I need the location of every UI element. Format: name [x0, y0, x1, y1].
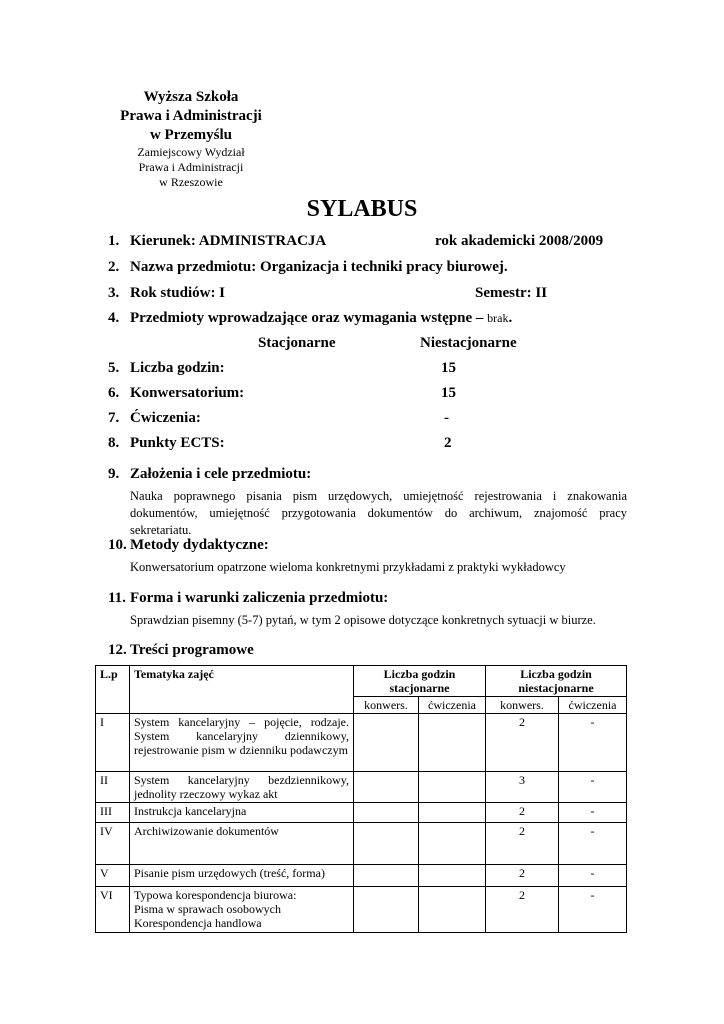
item-przedmioty-wprowadzajace — [108, 310, 512, 327]
table-row — [96, 865, 627, 887]
row-niestac-cwiczenia: - — [559, 865, 627, 887]
row-topic-line: Pisma w sprawach osobowych — [134, 902, 281, 916]
semester: Semestr: II — [475, 285, 548, 301]
item-kierunek — [108, 233, 326, 250]
item-liczba-godzin — [108, 360, 225, 377]
liczba-godzin-value: 15 — [441, 360, 456, 376]
item-number: 3. — [108, 285, 120, 301]
row-lp: II — [96, 772, 130, 803]
item-label: Forma i warunki zaliczenia przedmiotu: — [130, 590, 389, 606]
row-niestac-cwiczenia: - — [559, 823, 627, 865]
row-topic: System kancelaryjny – pojęcie, rodzaje. System kancelaryjny dziennikowy, rejestrowanie pism w dzienniku podawczym — [130, 714, 354, 772]
row-topic: Pisanie pism urzędowych (treść, forma) — [130, 865, 354, 887]
document-title: SYLABUS — [306, 196, 418, 222]
item-label: Metody dydaktyczne: — [130, 537, 269, 553]
row-topic: Archiwizowanie dokumentów — [130, 823, 354, 865]
table-header-row — [96, 666, 627, 697]
row-niestac-konwers: 2 — [486, 887, 559, 933]
item-zalozenia — [108, 466, 311, 483]
subheader-cwiczenia: ćwiczenia — [559, 697, 627, 714]
row-topic-line: Typowa korespondencja biurowa: — [134, 888, 297, 902]
item-label: Kierunek: ADMINISTRACJA — [130, 233, 327, 249]
zalozenia-text: Nauka poprawnego pisania pism urzędowych, umiejętność rejestrowania i znakowania dokumentów, umiejętność przygotowania dokumentów do archiwum, znajomość pracy sekretariatu. — [130, 489, 627, 537]
department-line2: Prawa i Administracji — [138, 160, 244, 174]
item-number: 1. — [108, 233, 120, 249]
item-punkty-ects — [108, 435, 225, 452]
row-stac-cwiczenia — [419, 772, 486, 803]
item-number: 9. — [108, 466, 120, 482]
item-note: brak — [487, 311, 509, 325]
school-name-line1: Wyższa Szkoła — [143, 89, 239, 105]
item-number: 10. — [108, 537, 127, 553]
item-number: 2. — [108, 259, 120, 275]
item-rok-studiow — [108, 285, 225, 302]
konwersatorium-value: 15 — [441, 385, 456, 401]
item-cwiczenia — [108, 410, 201, 427]
row-stac-konwers — [354, 714, 419, 772]
punkty-ects-value: 2 — [444, 435, 452, 451]
row-niestac-konwers: 2 — [486, 823, 559, 865]
item-number: 7. — [108, 410, 120, 426]
item-number: 8. — [108, 435, 120, 451]
row-stac-cwiczenia — [419, 714, 486, 772]
header-stacjonarne-line1: Liczba godzin — [383, 667, 456, 681]
item-number: 11. — [108, 590, 126, 606]
row-topic: Instrukcja kancelaryjna — [130, 803, 354, 823]
col-niestacjonarne: Niestacjonarne — [420, 335, 517, 351]
item-label: Treści programowe — [130, 642, 254, 658]
item-konwersatorium — [108, 385, 244, 402]
row-stac-konwers — [354, 772, 419, 803]
header-topic: Tematyka zajęć — [130, 666, 354, 714]
row-topic: System kancelaryjny bezdziennikowy, jednolity rzeczowy wykaz akt — [130, 772, 354, 803]
row-topic-line: Korespondencja handlowa — [134, 916, 262, 930]
table-row — [96, 823, 627, 865]
col-stacjonarne: Stacjonarne — [258, 335, 336, 351]
row-stac-konwers — [354, 865, 419, 887]
row-stac-cwiczenia — [419, 823, 486, 865]
item-label: Rok studiów: I — [130, 285, 226, 301]
subheader-konwers: konwers. — [486, 697, 559, 714]
table-row — [96, 887, 627, 933]
row-lp: IV — [96, 823, 130, 865]
school-header — [96, 88, 286, 190]
item-label: Nazwa przedmiotu: Organizacja i techniki pracy biurowej. — [130, 259, 508, 275]
forma-text: Sprawdzian pisemny (5-7) pytań, w tym 2 opisowe dotyczące konkretnych sytuacji w biurze. — [130, 613, 596, 627]
program-table — [95, 665, 627, 933]
row-topic — [130, 887, 354, 933]
department-line3: w Rzeszowie — [159, 175, 223, 189]
table-row — [96, 803, 627, 823]
metody-text: Konwersatorium opatrzone wieloma konkretnymi przykładami z praktyki wykładowcy — [130, 560, 566, 574]
table-row — [96, 714, 627, 772]
row-niestac-konwers: 2 — [486, 803, 559, 823]
header-stacjonarne-line2: stacjonarne — [389, 681, 450, 695]
item-nazwa-przedmiotu — [108, 259, 508, 276]
item-number: 12. — [108, 642, 127, 658]
row-lp: I — [96, 714, 130, 772]
row-niestac-cwiczenia: - — [559, 772, 627, 803]
row-niestac-cwiczenia: - — [559, 887, 627, 933]
row-niestac-konwers: 2 — [486, 865, 559, 887]
row-stac-konwers — [354, 823, 419, 865]
item-label: Konwersatorium: — [130, 385, 245, 401]
row-niestac-konwers: 2 — [486, 714, 559, 772]
row-stac-cwiczenia — [419, 887, 486, 933]
department-line1: Zamiejscowy Wydział — [137, 145, 245, 159]
row-stac-cwiczenia — [419, 865, 486, 887]
header-niestacjonarne-line2: niestacjonarne — [518, 681, 594, 695]
row-niestac-cwiczenia: - — [559, 714, 627, 772]
subheader-cwiczenia: ćwiczenia — [419, 697, 486, 714]
item-forma-zaliczenia — [108, 590, 388, 607]
item-label: Liczba godzin: — [130, 360, 225, 376]
row-lp: VI — [96, 887, 130, 933]
item-label: Przedmioty wprowadzające oraz wymagania wstępne – — [130, 310, 484, 326]
row-stac-konwers — [354, 887, 419, 933]
row-stac-cwiczenia — [419, 803, 486, 823]
row-niestac-cwiczenia: - — [559, 803, 627, 823]
cwiczenia-value: - — [444, 410, 449, 426]
header-niestacjonarne-line1: Liczba godzin — [520, 667, 592, 681]
item-number: 6. — [108, 385, 120, 401]
school-name-line3: w Przemyślu — [149, 127, 233, 143]
school-name-line2: Prawa i Administracji — [120, 108, 262, 124]
header-stacjonarne — [354, 666, 486, 697]
item-number: 4. — [108, 310, 120, 326]
item-tresci-programowe — [108, 642, 254, 659]
item-label: Ćwiczenia: — [130, 410, 201, 426]
row-stac-konwers — [354, 803, 419, 823]
header-lp: L.p — [96, 666, 130, 714]
item-number: 5. — [108, 360, 120, 376]
row-lp: V — [96, 865, 130, 887]
subheader-konwers: konwers. — [354, 697, 419, 714]
row-niestac-konwers: 3 — [486, 772, 559, 803]
table-row — [96, 772, 627, 803]
academic-year: rok akademicki 2008/2009 — [435, 233, 604, 249]
item-label: Założenia i cele przedmiotu: — [130, 466, 312, 482]
header-niestacjonarne — [486, 666, 627, 697]
row-lp: III — [96, 803, 130, 823]
item-end: . — [508, 310, 513, 326]
item-label: Punkty ECTS: — [130, 435, 225, 451]
item-metody-dydaktyczne — [108, 537, 269, 554]
